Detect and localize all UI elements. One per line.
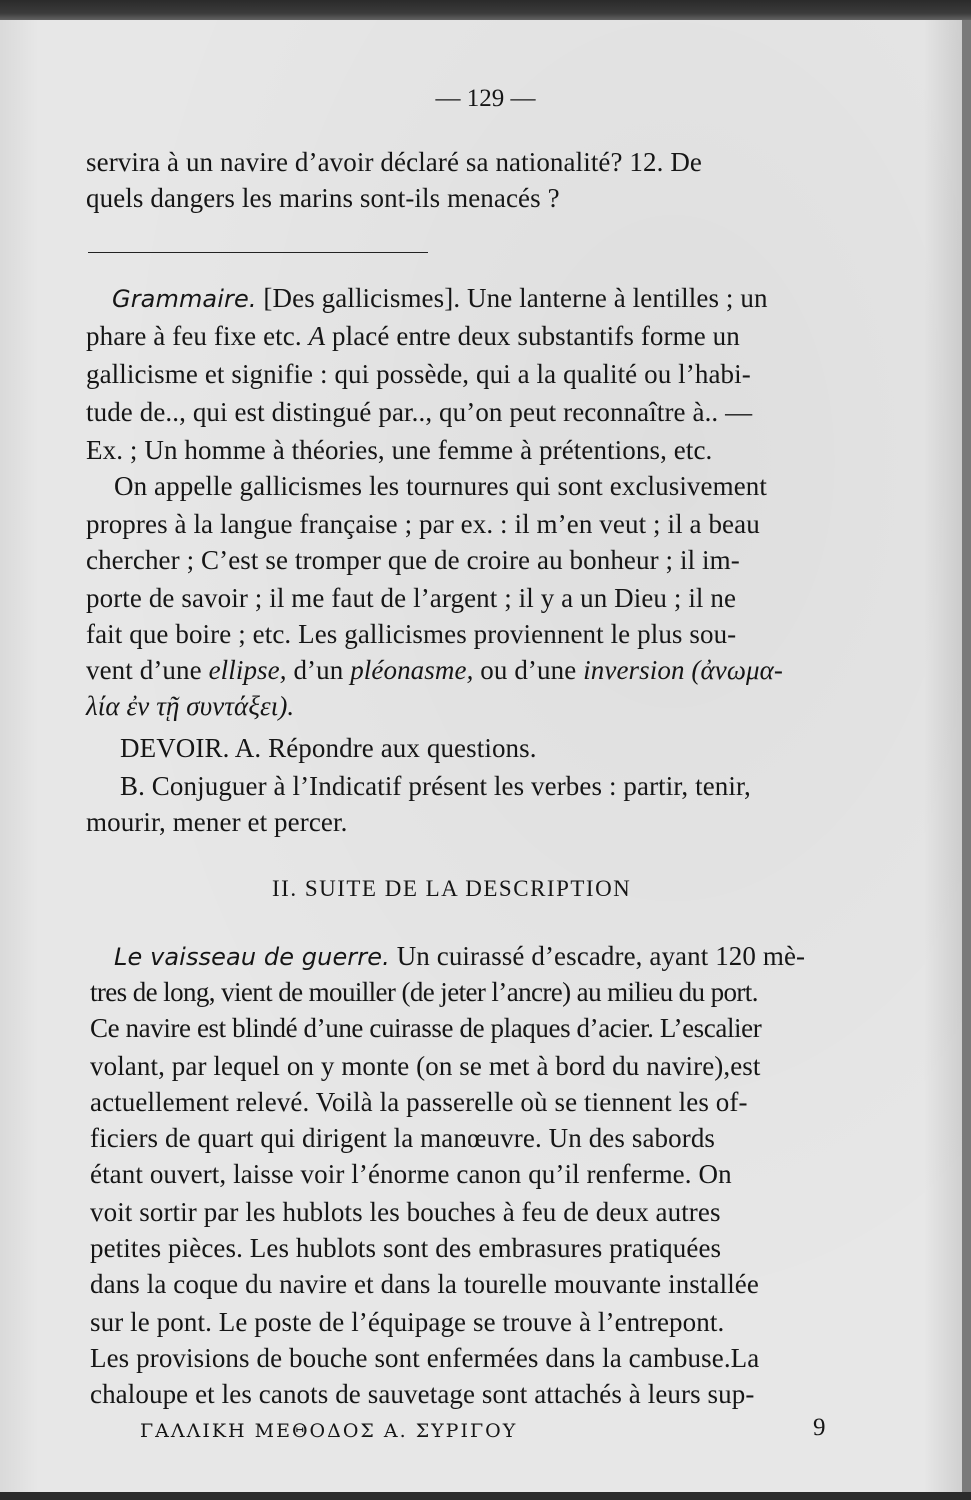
gallicisms-line: fait que boire ; etc. Les gallicismes proviennent le plus sou- xyxy=(86,619,737,649)
vaisseau-line: petites pièces. Les hublots sont des embrasures pratiquées xyxy=(90,1233,722,1263)
separator-rule xyxy=(88,252,428,253)
footer-signature-mark: 9 xyxy=(813,1414,826,1441)
gallicisms-line: On appelle gallicismes les tournures qui sont exclusivement xyxy=(114,471,768,501)
text-span: vent d’une xyxy=(86,655,209,685)
vaisseau-line: étant ouvert, laisse voir l’énorme canon qu’il renferme. On xyxy=(90,1159,732,1189)
vaisseau-line xyxy=(114,940,805,973)
vaisseau-line: voit sortir par les hublots les bouches à feu de deux autres xyxy=(90,1197,721,1227)
vaisseau-line: tres de long, vient de mouiller (de jeter l’ancre) au milieu du port. xyxy=(90,977,758,1007)
gallicisms-line: porte de savoir ; il me faut de l’argent ; il y a un Dieu ; il ne xyxy=(86,583,737,613)
text-span: d’un xyxy=(286,655,351,685)
italic-term: inversion xyxy=(583,655,685,685)
footer-book-title: ΓΑΛΛΙΚΗ ΜΕΘΟΔΟΣ Α. ΣΥΡΙΓΟΥ xyxy=(140,1420,518,1442)
grammar-line: tude de.., qui est distingué par.., qu’on peut reconnaître à.. — xyxy=(86,397,753,427)
devoir-line: mourir, mener et percer. xyxy=(86,807,348,837)
text-span: ou d’une xyxy=(473,655,584,685)
vaisseau-line: sur le pont. Le poste de l’équipage se trouve à l’entrepont. xyxy=(90,1307,725,1337)
gallicisms-line: chercher ; C’est se tromper que de croire au bonheur ; il im- xyxy=(86,545,740,575)
grammar-line: Ex. ; Un homme à théories, une femme à prétentions, etc. xyxy=(86,435,713,465)
vaisseau-line: chaloupe et les canots de sauvetage sont attachés à leurs sup- xyxy=(90,1379,755,1409)
section-heading: II. SUITE DE LA DESCRIPTION xyxy=(272,876,632,901)
grammar-line xyxy=(112,282,768,315)
vaisseau-line: Les provisions de bouche sont enfermées dans la cambuse.La xyxy=(90,1343,760,1373)
greek-line: λία ἐν τῇ συντάξει). xyxy=(86,691,295,721)
gallicisms-line: propres à la langue française ; par ex. : il m’en veut ; il a beau xyxy=(86,509,760,539)
text-line: servira à un navire d’avoir déclaré sa nationalité? 12. De xyxy=(86,147,703,177)
scan-bottom-edge xyxy=(0,1492,971,1500)
greek-text: (ἀνωμα- xyxy=(684,655,784,685)
text-span: phare à feu fixe etc. xyxy=(86,321,309,351)
grammar-label: Grammaire. xyxy=(112,285,257,313)
text-line: quels dangers les marins sont-ils menacés ? xyxy=(86,183,560,213)
text-span: [Des gallicismes]. Une lanterne à lentilles ; un xyxy=(256,283,768,313)
gallicisms-line xyxy=(86,654,783,686)
grammar-line: gallicisme et signifie : qui possède, qui a la qualité ou l’habi- xyxy=(86,359,751,389)
grammar-line xyxy=(86,320,740,352)
devoir-line: DEVOIR. A. Répondre aux questions. xyxy=(120,733,537,763)
scan-right-edge xyxy=(962,20,971,1500)
text-span: placé entre deux substantifs forme un xyxy=(325,321,740,351)
page-number: — 129 — xyxy=(435,85,536,112)
scan-top-edge xyxy=(0,0,971,22)
devoir-line: B. Conjuguer à l’Indicatif présent les verbes : partir, tenir, xyxy=(120,771,751,801)
italic-letter: A xyxy=(308,321,326,351)
italic-term: pléonasme, xyxy=(350,655,474,685)
vaisseau-line: actuellement relevé. Voilà la passerelle où se tiennent les of- xyxy=(90,1087,748,1117)
vaisseau-line: ficiers de quart qui dirigent la manœuvre. Un des sabords xyxy=(90,1123,716,1153)
vaisseau-label: Le vaisseau de guerre. xyxy=(114,943,390,971)
text-span: Un cuirassé d’escadre, ayant 120 mè- xyxy=(389,941,806,971)
vaisseau-line: dans la coque du navire et dans la tourelle mouvante installée xyxy=(90,1269,759,1299)
italic-term: ellipse, xyxy=(208,655,287,685)
vaisseau-line: Ce navire est blindé d’une cuirasse de plaques d’acier. L’escalier xyxy=(90,1013,762,1043)
vaisseau-line: volant, par lequel on y monte (on se met à bord du navire),est xyxy=(90,1051,761,1081)
